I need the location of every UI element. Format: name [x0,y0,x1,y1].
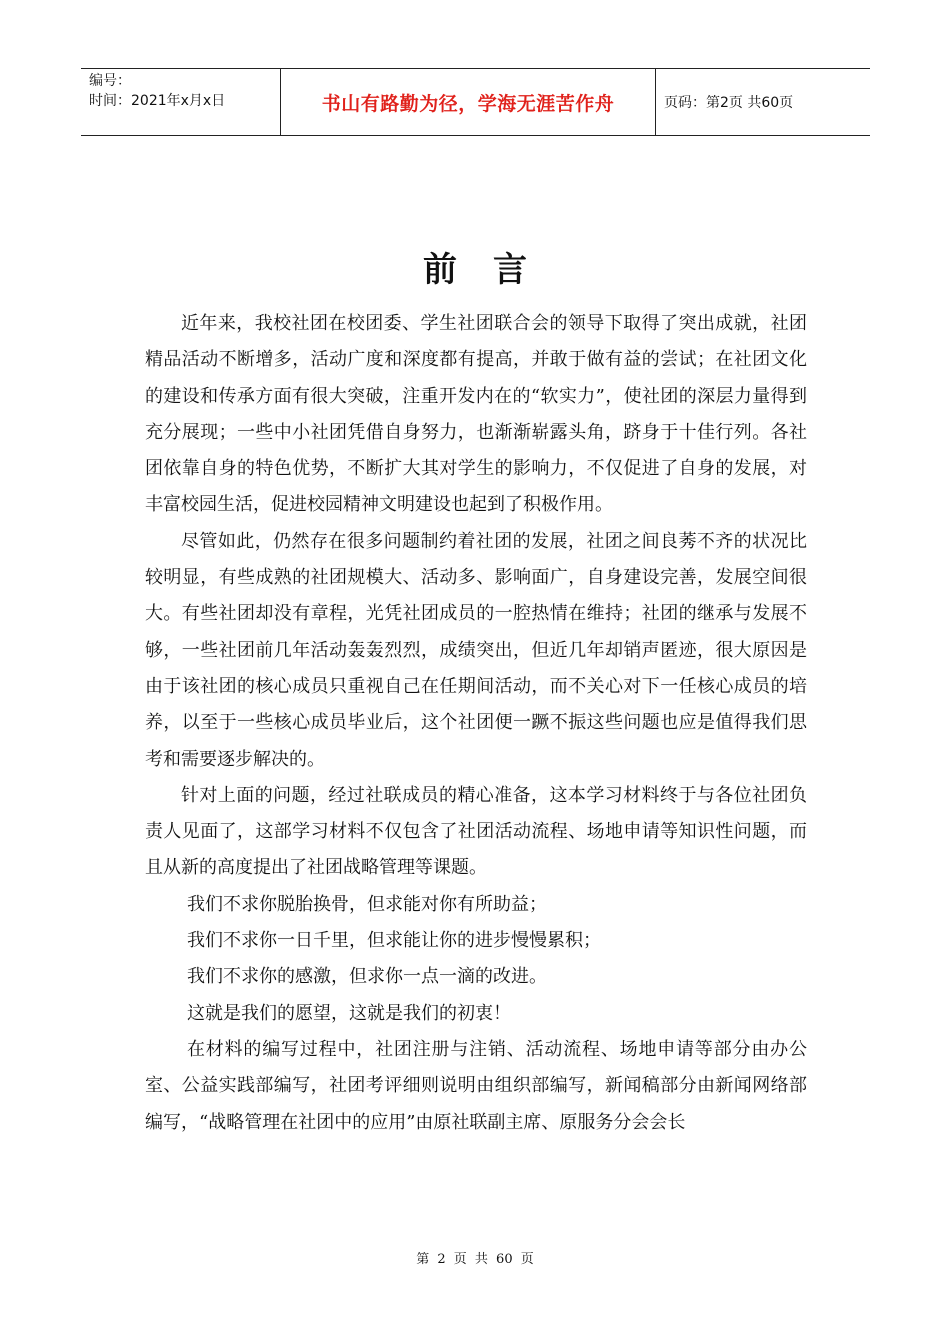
header-page-info: 页码：第2页 共60页 [664,95,794,111]
paragraph-wish-3: 我们不求你的感激，但求你一点一滴的改进。 [187,966,547,988]
paragraph-intro: 近年来，我校社团在校团委、学生社团联合会的领导下取得了突出成就，社团精品活动不断增多，活动广度和深度都有提高，并敢于做有益的尝试；在社团文化的建设和传承方面有很大突破，注重开发内在的“软实力”，使社团的深层力量得到充分展现；一些中小社团凭借自身努力，也渐渐崭露头角，跻身于十佳行列。各社团依靠自身的特色优势，不断扩大其对学生的影响力，不仅促进了自身的发展，对丰富校园生活，促进校园精神文明建设也起到了积极作用。 [145,313,807,516]
paragraph-wish-1: 我们不求你脱胎换骨，但求能对你有所助益； [187,893,547,915]
page-footer: 第 2 页 共 60 页 [416,1252,534,1267]
paragraph-wish-4: 这就是我们的愿望，这就是我们的初衷！ [187,1002,511,1024]
header-meta [81,69,281,135]
header-motto: 书山有路勤为径，学海无涯苦作舟 [281,69,656,135]
document-date: 时间：2021年x月x日 [89,93,226,109]
paragraph-problems: 尽管如此，仍然存在很多问题制约着社团的发展，社团之间良莠不齐的状况比较明显，有些成熟的社团规模大、活动多、影响面广，自身建设完善，发展空间很大。有些社团却没有章程，光凭社团成员的一腔热情在维持；社团的继承与发展不够，一些社团前几年活动轰轰烈烈，成绩突出，但近几年却销声匿迹，很大原因是由于该社团的核心成员只重视自己在任期间活动，而不关心对下一任核心成员的培养，以至于一些核心成员毕业后，这个社团便一蹶不振这些问题也应是值得我们思考和需要逐步解决的。 [145,530,807,770]
paragraph-wish-2: 我们不求你一日千里，但求能让你的进步慢慢累积； [187,930,601,952]
document-header [81,68,870,136]
document-number-label: 编号： [89,73,131,89]
page-title: 前言 [423,250,563,290]
preface-body [145,306,807,1141]
paragraph-purpose: 针对上面的问题，经过社联成员的精心准备，这本学习材料终于与各位社团负责人见面了，这部学习材料不仅包含了社团活动流程、场地申请等知识性问题，而且从新的高度提出了社团战略管理等课题。 [145,784,807,879]
paragraph-credits: 在材料的编写过程中，社团注册与注销、活动流程、场地申请等部分由办公室、公益实践部编写，社团考评细则说明由组织部编写，新闻稿部分由新闻网络部编写，“战略管理在社团中的应用”由原社联副主席、原服务分会会长 [145,1038,807,1133]
